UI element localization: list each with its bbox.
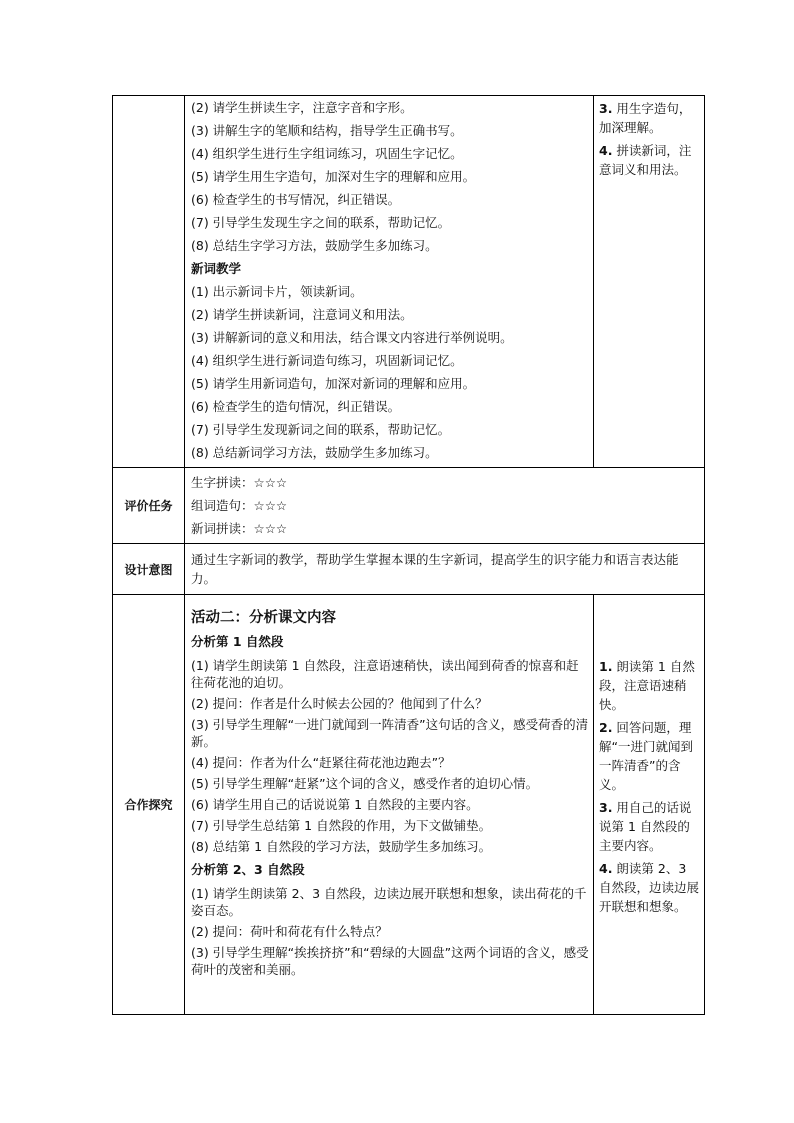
lesson-plan-table (112, 95, 705, 1015)
step-line: (8) 总结新词学习方法，鼓励学生多加练习。 (191, 445, 438, 460)
cooperative-row (113, 595, 705, 1015)
evaluation-item: 组词造句：☆☆☆ (191, 498, 288, 513)
step-line: (7) 引导学生总结第 1 自然段的作用，为下文做铺垫。 (191, 818, 492, 833)
step-line: (5) 引导学生理解“赶紧”这个词的含义，感受作者的迫切心情。 (191, 776, 539, 791)
evaluation-cell (185, 468, 705, 544)
step-line: (3) 引导学生理解“挨挨挤挤”和“碧绿的大圆盘”这两个词语的含义，感受荷叶的茂密和美丽。 (191, 945, 589, 977)
step-line: (7) 引导学生发现新词之间的联系，帮助记忆。 (191, 422, 451, 437)
evaluation-item: 新词拼读：☆☆☆ (191, 521, 288, 536)
section-heading: 分析第 2、3 自然段 (191, 862, 305, 877)
step-line: (7) 引导学生发现生字之间的联系，帮助记忆。 (191, 215, 451, 230)
step-line: (6) 检查学生的书写情况，纠正错误。 (191, 192, 401, 207)
step-line: (4) 组织学生进行新词造句练习，巩固新词记忆。 (191, 353, 463, 368)
step-line: (4) 组织学生进行生字组词练习，巩固生字记忆。 (191, 146, 463, 161)
evaluation-item: 生字拼读：☆☆☆ (191, 475, 288, 490)
section-heading: 分析第 1 自然段 (191, 634, 284, 649)
evaluation-label: 评价任务 (113, 468, 185, 544)
design-cell (185, 544, 705, 595)
step-line: (3) 引导学生理解“一进门就闻到一阵清香”这句话的含义，感受荷香的清新。 (191, 717, 589, 749)
student-note: 3. 用生字造句，加深理解。 (599, 101, 692, 135)
step-line: (6) 请学生用自己的话说说第 1 自然段的主要内容。 (191, 797, 479, 812)
evaluation-row (113, 468, 705, 544)
step-line: (1) 请学生朗读第 2、3 自然段，边读边展开联想和想象，读出荷花的千姿百态。 (191, 886, 587, 918)
design-row (113, 544, 705, 595)
step-line: (6) 检查学生的造句情况，纠正错误。 (191, 399, 401, 414)
row-label-empty (113, 96, 185, 468)
cooperative-label: 合作探究 (113, 595, 185, 1015)
step-line: (2) 提问：荷叶和荷花有什么特点？ (191, 924, 388, 939)
step-line: (1) 出示新词卡片，领读新词。 (191, 284, 363, 299)
student-note: 4. 朗读第 2、3 自然段，边读边展开联想和想象。 (599, 861, 700, 914)
teaching-steps-cell (185, 96, 594, 468)
step-line: (3) 讲解生字的笔顺和结构，指导学生正确书写。 (191, 123, 463, 138)
step-line: (5) 请学生用生字造句，加深对生字的理解和应用。 (191, 169, 476, 184)
step-line: (8) 总结生字学习方法，鼓励学生多加练习。 (191, 238, 438, 253)
step-line: (2) 请学生拼读生字，注意字音和字形。 (191, 100, 413, 115)
step-line: (2) 提问：作者是什么时候去公园的？他闻到了什么？ (191, 696, 488, 711)
teaching-steps-row (113, 96, 705, 468)
step-line: (1) 请学生朗读第 1 自然段，注意语速稍快，读出闻到荷香的惊喜和赶往荷花池的迫切。 (191, 658, 579, 690)
step-line: (5) 请学生用新词造句，加深对新词的理解和应用。 (191, 376, 476, 391)
design-label: 设计意图 (113, 544, 185, 595)
student-note: 4. 拼读新词，注意词义和用法。 (599, 143, 692, 177)
student-note: 3. 用自己的话说说第 1 自然段的主要内容。 (599, 800, 692, 853)
step-line: (2) 请学生拼读新词，注意词义和用法。 (191, 307, 413, 322)
student-activity-cell (594, 595, 705, 1015)
student-activity-cell (594, 96, 705, 468)
step-line: (8) 总结第 1 自然段的学习方法，鼓励学生多加练习。 (191, 839, 492, 854)
step-line: (4) 提问：作者为什么“赶紧往荷花池边跑去”？ (191, 755, 451, 770)
student-note: 1. 朗读第 1 自然段，注意语速稍快。 (599, 659, 695, 712)
step-line: (3) 讲解新词的意义和用法，结合课文内容进行举例说明。 (191, 330, 513, 345)
student-note: 2. 回答问题，理解“一进门就闻到一阵清香”的含义。 (599, 720, 693, 792)
activity-title: 活动二：分析课文内容 (191, 610, 336, 626)
cooperative-steps-cell (185, 595, 594, 1015)
design-text: 通过生字新词的教学，帮助学生掌握本课的生字新词，提高学生的识字能力和语言表达能力。 (191, 552, 679, 586)
section-heading: 新词教学 (191, 261, 242, 276)
